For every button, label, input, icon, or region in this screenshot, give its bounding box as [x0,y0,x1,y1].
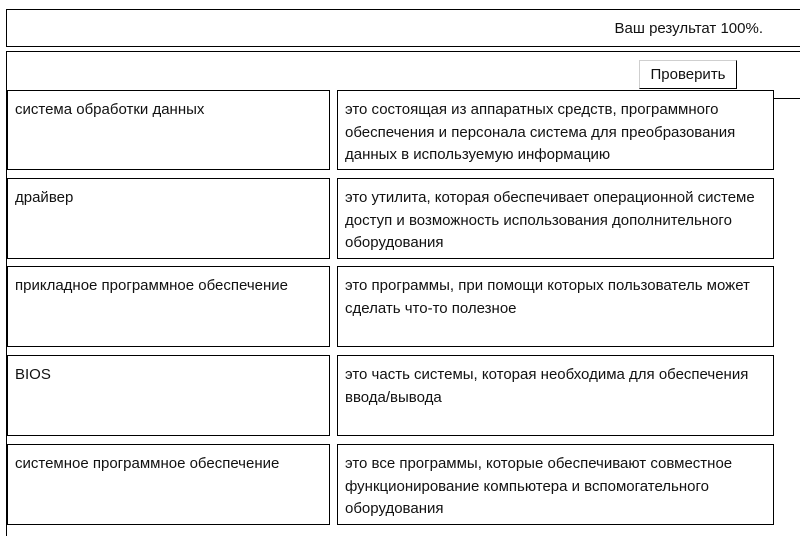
term-card[interactable] [7,266,330,347]
definition-card[interactable] [337,355,774,436]
check-button[interactable]: Проверить [639,60,737,89]
panel-divider [774,98,800,99]
term-card[interactable] [7,444,330,525]
definition-label: это все программы, которые обеспечивают совместное функционирование компьютера и вспомогательного оборудования [345,455,733,517]
definition-card[interactable] [337,444,774,525]
term-card[interactable] [7,355,330,436]
term-label: прикладное программное обеспечение [15,277,289,294]
term-label: система обработки данных [15,101,205,118]
definition-card[interactable] [337,178,774,259]
definition-label: это часть системы, которая необходима для обеспечения ввода/вывода [345,366,749,406]
definition-label: это утилита, которая обеспечивает операционной системе доступ и возможность использования дополнительного оборудования [345,189,755,251]
term-label: BIOS [15,366,51,383]
term-card[interactable] [7,90,330,170]
result-text: Ваш результат 100%. [614,20,763,37]
definition-card[interactable] [337,266,774,347]
definition-label: это состоящая из аппаратных средств, программного обеспечения и персонала система для преобразования данных в используемую информацию [345,101,736,163]
definition-card[interactable] [337,90,774,170]
term-label: системное программное обеспечение [15,455,280,472]
term-card[interactable] [7,178,330,259]
result-bar [6,9,800,47]
definition-label: это программы, при помощи которых пользователь может сделать что-то полезное [345,277,750,317]
term-label: драйвер [15,189,74,206]
